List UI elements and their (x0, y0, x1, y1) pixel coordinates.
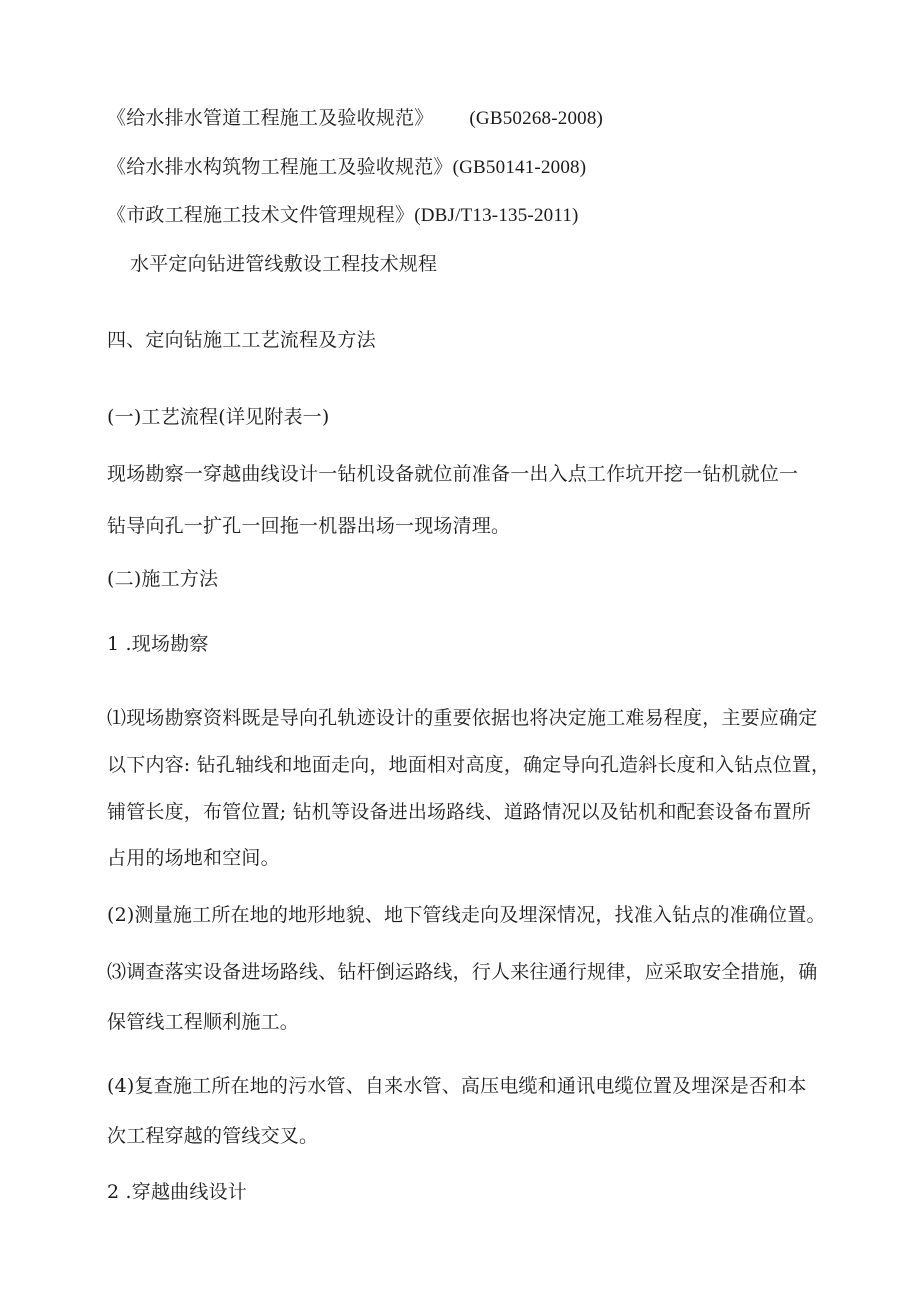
section-4-heading: 四、定向钻施工工艺流程及方法 (107, 329, 376, 351)
paragraph-3-line-1: ⑶调查落实设备进场路线、钻杆倒运路线，行人来往通行规律，应采取安全措施，确 (107, 961, 818, 983)
paragraph-1-line-4: 占用的场地和空间。 (107, 847, 280, 869)
reference-title: 水平定向钻进管线敷设工程技术规程 (130, 253, 438, 275)
reference-title: 《给水排水管道工程施工及验收规范》 (107, 107, 434, 129)
item-2-heading: 2 .穿越曲线设计 (107, 1181, 247, 1203)
item-1-heading: 1 .现场勘察 (107, 633, 209, 655)
reference-code: (DBJ/T13-135-2011) (414, 205, 579, 226)
paragraph-1-line-2: 以下内容: 钻孔轴线和地面走向，地面相对高度，确定导向孔造斜长度和入钻点位置， (107, 754, 831, 776)
reference-title: 《给水排水构筑物工程施工及验收规范》 (107, 156, 453, 178)
reference-code: (GB50141-2008) (452, 157, 587, 178)
paragraph-3-line-2: 保管线工程顺利施工。 (107, 1011, 300, 1033)
paragraph-4-line-1: (4)复查施工所在地的污水管、自来水管、高压电缆和通讯电缆位置及埋深是否和本 (107, 1075, 807, 1097)
subsection-2-heading: (二)施工方法 (107, 568, 219, 590)
reference-2 (107, 155, 586, 180)
paragraph-4-line-2: 次工程穿越的管线交叉。 (107, 1125, 319, 1147)
reference-title: 《市政工程施工技术文件管理规程》 (107, 204, 415, 226)
reference-1 (107, 106, 603, 131)
reference-code: (GB50268-2008) (469, 108, 604, 129)
process-flow-line-2: 钻导向孔一扩孔一回拖一机器出场一现场清理。 (107, 515, 511, 537)
paragraph-2-line-1: (2)测量施工所在地的地形地貌、地下管线走向及埋深情况，找准入钻点的准确位置。 (107, 904, 826, 926)
subsection-1-heading: (一)工艺流程(详见附表一) (107, 406, 330, 428)
reference-4 (130, 252, 437, 276)
paragraph-1-line-3: 铺管长度，布管位置; 钻机等设备进出场路线、道路情况以及钻机和配套设备布置所 (107, 801, 812, 823)
paragraph-1-line-1: ⑴现场勘察资料既是导向孔轨迹设计的重要依据也将决定施工难易程度，主要应确定 (107, 707, 818, 729)
process-flow-line-1: 现场勘察一穿越曲线设计一钻机设备就位前准备一出入点工作坑开挖一钻机就位一 (107, 463, 799, 485)
reference-3 (107, 203, 579, 228)
